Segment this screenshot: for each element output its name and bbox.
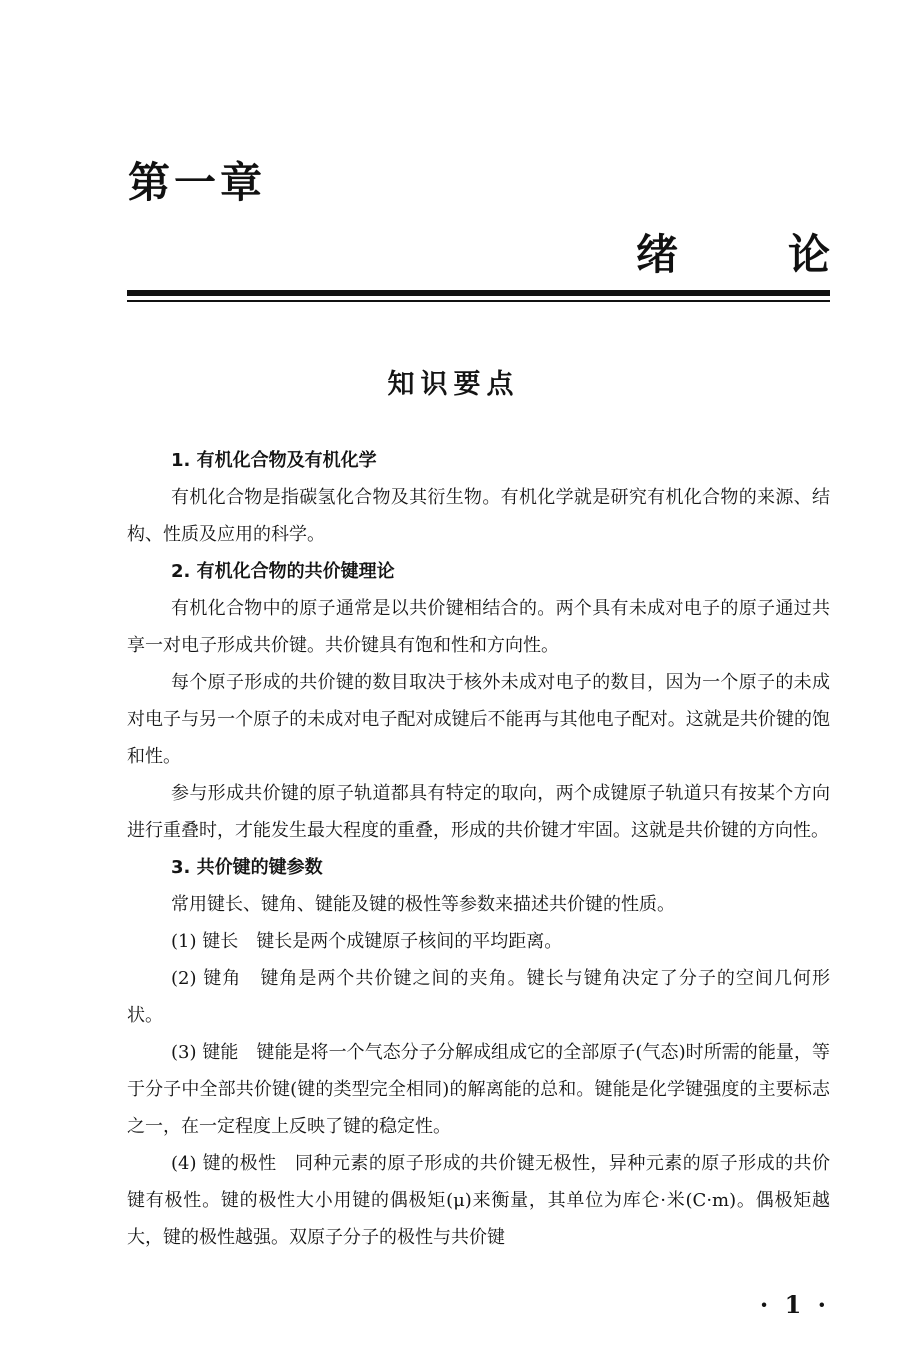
paragraph: 参与形成共价键的原子轨道都具有特定的取向，两个成键原子轨道只有按某个方向进行重叠时，才能发生最大程度的重叠，形成的共价键才牢固。这就是共价键的方向性。	[127, 783, 830, 841]
paragraph: (4) 键的极性 同种元素的原子形成的共价键无极性，异种元素的原子形成的共价键有极性。键的极性大小用键的偶极矩(μ)来衡量，其单位为库仑·米(C·m)。偶极矩越大，键的极性越强。双原子分子的极性与共价键	[127, 1153, 830, 1248]
paragraph: (1) 键长 键长是两个成键原子核间的平均距离。	[171, 931, 563, 952]
paragraph: (3) 键能 键能是将一个气态分子分解成组成它的全部原子(气态)时所需的能量，等于分子中全部共价键(键的类型完全相同)的解离能的总和。键能是化学键强度的主要标志之一，在一定程度上反映了键的稳定性。	[127, 1042, 830, 1137]
subsection-heading: 3. 共价键的键参数	[171, 857, 323, 878]
paragraph: 常用键长、键角、键能及键的极性等参数来描述共价键的性质。	[171, 894, 675, 915]
chapter-label: 第一章	[128, 158, 267, 207]
subsection-heading: 1. 有机化合物及有机化学	[171, 450, 377, 471]
page-number: · 1 ·	[759, 1290, 830, 1319]
chapter-rule-thin	[127, 300, 830, 302]
section-heading: 知识要点	[387, 369, 520, 400]
paragraph: 有机化合物是指碳氢化合物及其衍生物。有机化学就是研究有机化合物的来源、结构、性质及应用的科学。	[127, 487, 830, 545]
body-text	[127, 442, 830, 1256]
chapter-title-right: 论	[787, 230, 830, 279]
paragraph: 每个原子形成的共价键的数目取决于核外未成对电子的数目，因为一个原子的未成对电子与另一个原子的未成对电子配对成键后不能再与其他电子配对。这就是共价键的饱和性。	[127, 672, 830, 767]
paragraph: (2) 键角 键角是两个共价键之间的夹角。键长与键角决定了分子的空间几何形状。	[127, 968, 830, 1026]
chapter-rule-thick	[127, 290, 830, 296]
chapter-title	[636, 222, 830, 282]
paragraph: 有机化合物中的原子通常是以共价键相结合的。两个具有未成对电子的原子通过共享一对电子形成共价键。共价键具有饱和性和方向性。	[127, 598, 830, 656]
subsection-heading: 2. 有机化合物的共价键理论	[171, 561, 395, 582]
chapter-title-left: 绪	[636, 230, 679, 279]
